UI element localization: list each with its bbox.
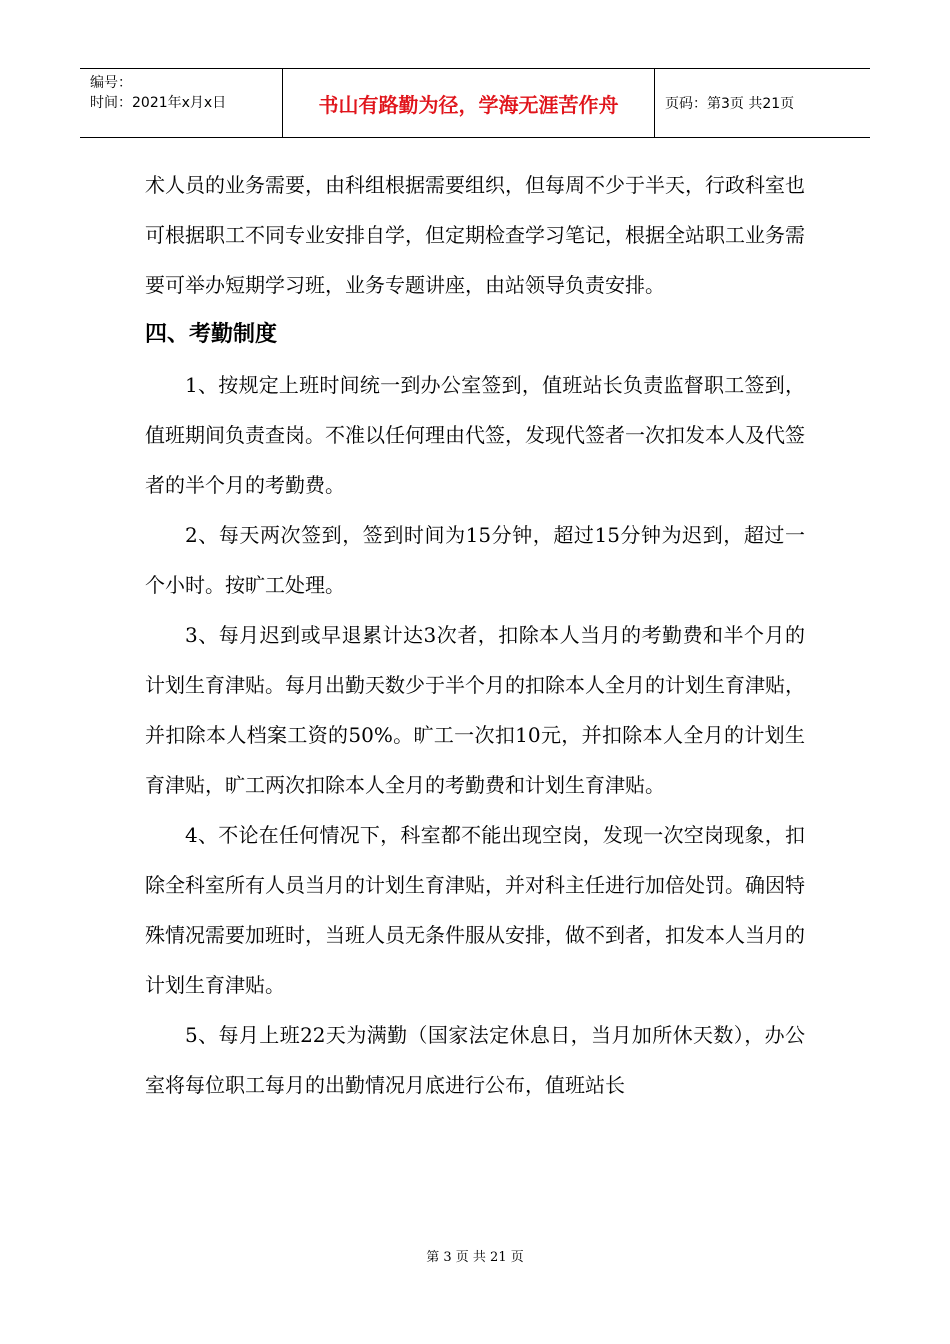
header-motto: 书山有路勤为径，学海无涯苦作舟 (318, 92, 619, 117)
paragraph-3: 3、每月迟到或早退累计达3次者，扣除本人当月的考勤费和半个月的计划生育津贴。每月出勤天数少于半个月的扣除本人全月的计划生育津贴，并扣除本人档案工资的50%。旷工一次扣10元，并扣除本人全月的计划生育津贴，旷工两次扣除本人全月的考勤费和计划生育津贴。 (145, 623, 805, 797)
header-number: 编号： (90, 75, 132, 91)
header-page-info: 页码：第3页 共21页 (665, 96, 795, 112)
paragraph-4: 4、不论在任何情况下，科室都不能出现空岗，发现一次空岗现象，扣除全科室所有人员当月的计划生育津贴，并对科主任进行加倍处罚。确因特殊情况需要加班时，当班人员无条件服从安排，做不到者，扣发本人当月的计划生育津贴。 (145, 823, 805, 997)
header-time: 时间：2021年x月x日 (90, 95, 227, 111)
paragraph-5: 5、每月上班22天为满勤（国家法定休息日，当月加所休天数），办公室将每位职工每月的出勤情况月底进行公布，值班站长 (145, 1023, 805, 1097)
paragraph-intro: 术人员的业务需要，由科组根据需要组织，但每周不少于半天，行政科室也可根据职工不同专业安排自学，但定期检查学习笔记，根据全站职工业务需要可举办短期学习班，业务专题讲座，由站领导负责安排。 (145, 173, 805, 297)
paragraph-2: 2、每天两次签到，签到时间为15分钟，超过15分钟为迟到，超过一个小时。按旷工处理。 (145, 523, 805, 597)
document-body (145, 160, 805, 1110)
paragraph-1: 1、按规定上班时间统一到办公室签到，值班站长负责监督职工签到，值班期间负责查岗。不准以任何理由代签，发现代签者一次扣发本人及代签者的半个月的考勤费。 (145, 373, 805, 497)
header-motto-cell (283, 69, 655, 137)
header-meta (80, 69, 283, 137)
section-title: 四、考勤制度 (145, 322, 278, 347)
page-header (80, 68, 870, 138)
page-footer: 第 3 页 共 21 页 (426, 1250, 524, 1265)
